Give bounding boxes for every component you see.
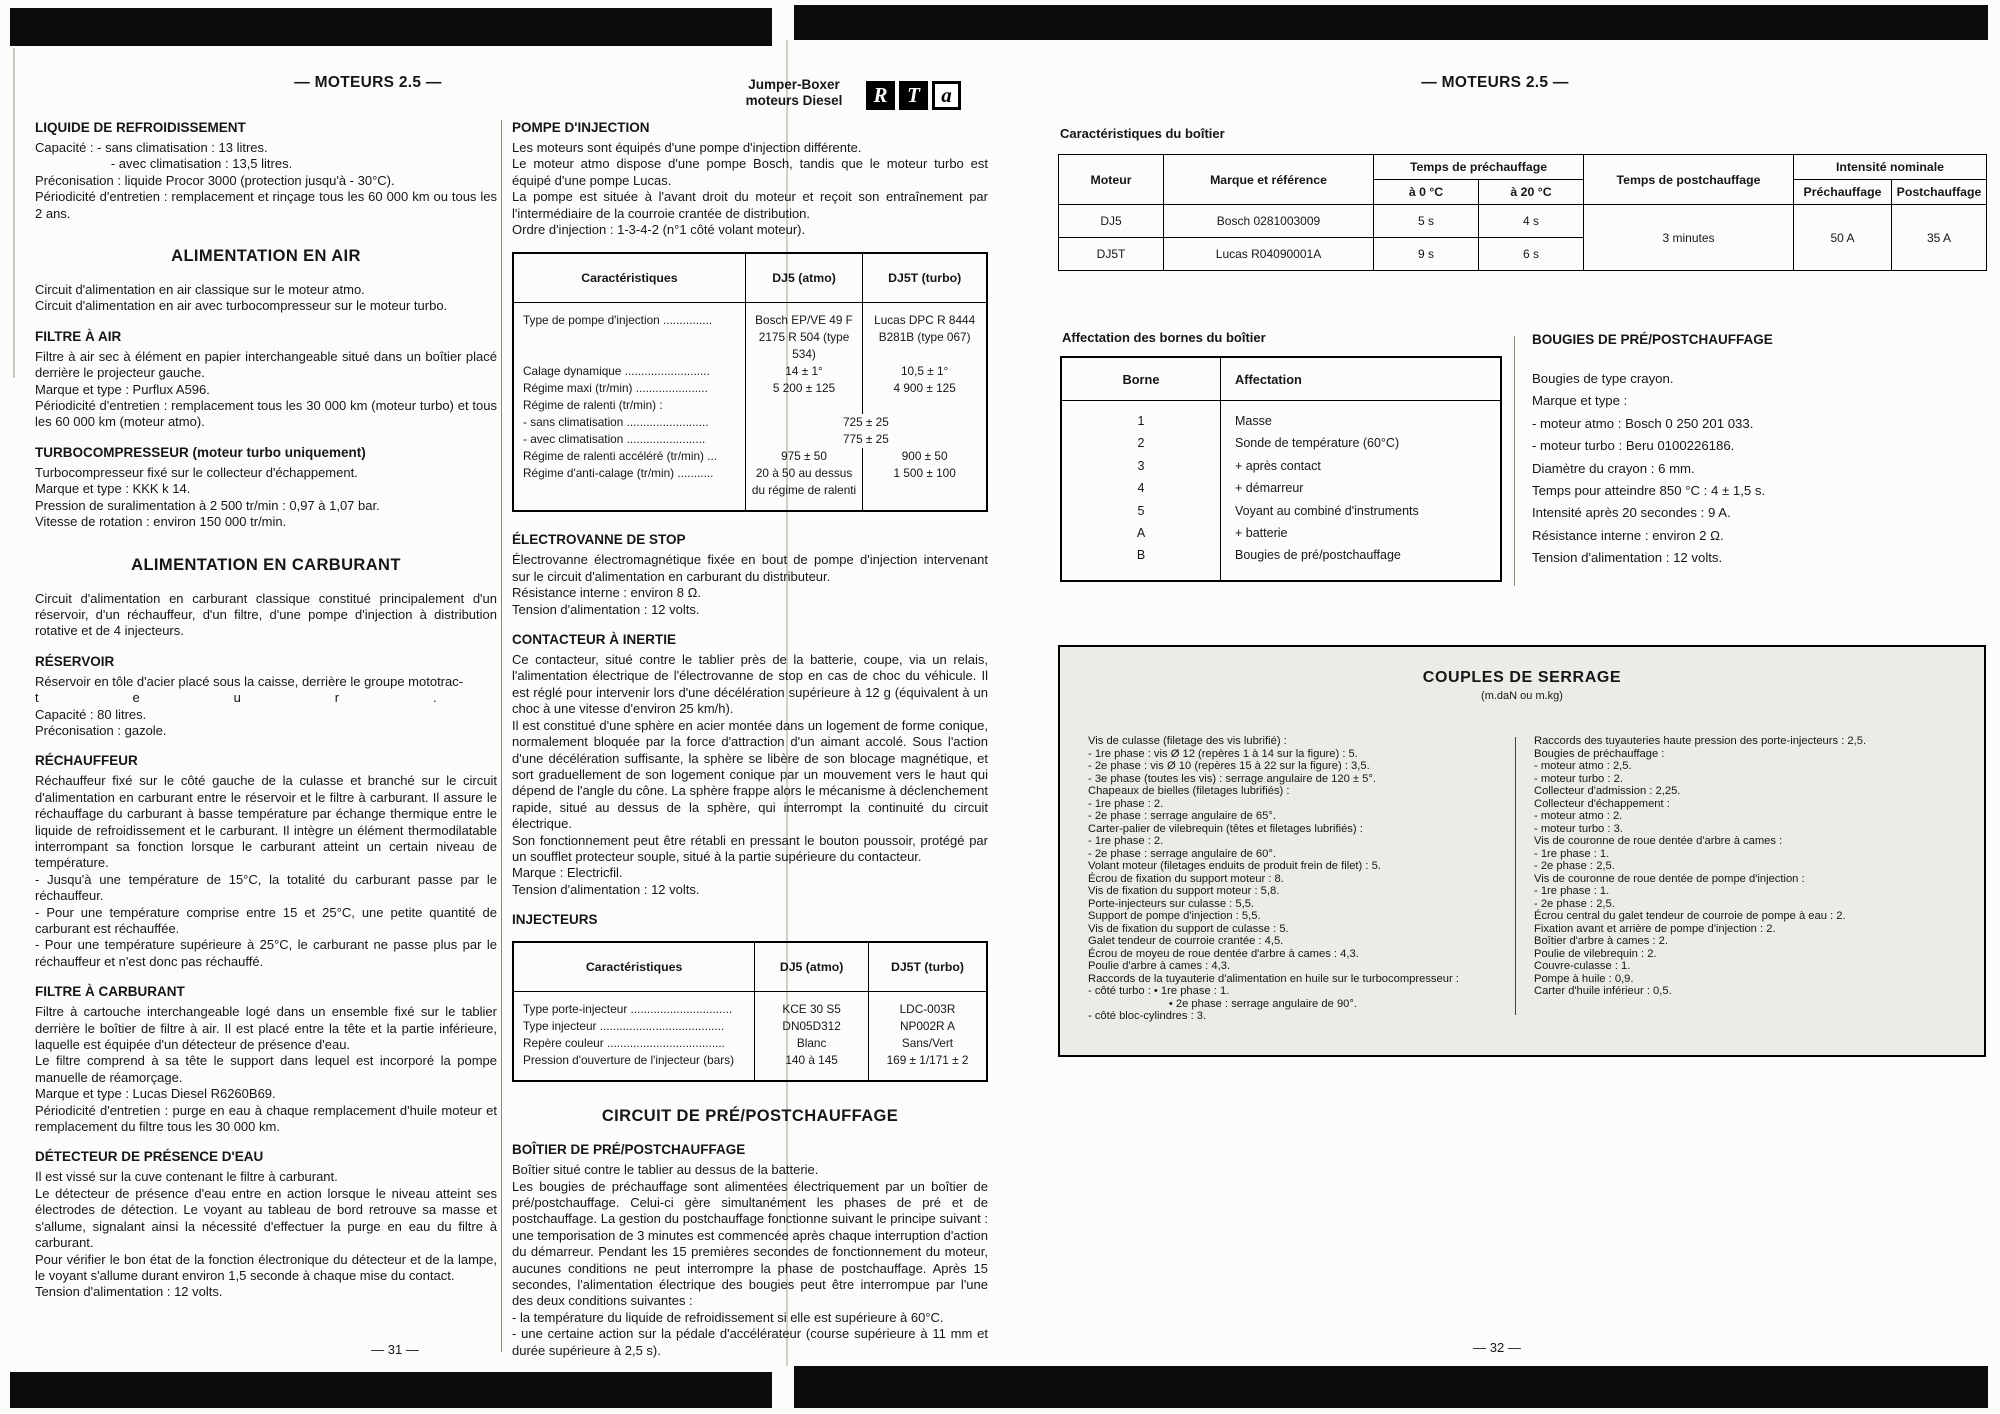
text-line: Chapeaux de bielles (filetages lubrifiés) : (1088, 785, 1290, 797)
couples-column-divider (1515, 737, 1516, 1015)
text-line: - Pour une température supérieure à 25°C, le carburant ne passe plus par le réchauffeur et n'est donc pas réchauffé. (35, 937, 501, 969)
text-line: Raccords des tuyauteries haute pression des porte-injecteurs : 2,5. (1534, 735, 1867, 747)
text-line: Périodicité d'entretien : remplacement et rinçage tous les 60 000 km ou tous les 2 ans. (35, 189, 501, 221)
text-line: Support de pompe d'injection : 5,5. (1088, 910, 1261, 922)
text-line: 4 (1137, 481, 1145, 496)
bougies-heading: BOUGIES DE PRÉ/POSTCHAUFFAGE (1532, 332, 1773, 347)
text-line: Sonde de température (60°C) (1235, 436, 1400, 451)
text-line: Filtre à cartouche interchangeable logé dans un ensemble fixé sur le tablier derrière le boîtier de filtre à air. Il est placé entre la tête et la partie inférieure, laquelle est équipée d'un détecteur de présence d'eau. (35, 1004, 501, 1053)
text-line: Résistance interne : environ 8 Ω. (512, 585, 701, 601)
table-header-row: Borne Affectation (1062, 358, 1500, 401)
text-line: - 2e phase : vis Ø 10 (repères 15 à 22 sur la figure) : 3,5. (1088, 760, 1370, 772)
text-line: Marque et type : KKK k 14. (35, 481, 191, 497)
text-line: - 2e phase : serrage angulaire de 60°. (1088, 847, 1276, 860)
p31-left-column (35, 120, 501, 1301)
text-line: Il est constitué d'une sphère en acier montée dans un logement de forme conique, normalement bloquée par la force d'attraction d'un aimant accolé. Sous l'action d'une décélération suffisante, la sphère se libère de son blocage magnétique, et sort graduellement de son logement conique par un mouvement vers le haut qui dépend de l'angle du cône. La sphère frappe alors le mécanisme à déclenchement rapide, situé au dessus de la sphère, qui interrompt la continuité du circuit électrique. (512, 717, 992, 832)
table-header: Caractéristiques (513, 253, 745, 303)
text-line: - 1re phase : vis Ø 12 (repères 1 à 14 sur la figure) : 5. (1088, 747, 1358, 760)
text-line: Marque : Electricfil. (512, 865, 623, 881)
text-line: Pompe à huile : 0,9. (1534, 972, 1634, 985)
text-line: Préconisation : liquide Procor 3000 (protection jusqu'à - 30°C). (35, 172, 395, 188)
text-line: Vis de fixation du support de culasse : 5. (1088, 922, 1289, 935)
chapter-heading: ALIMENTATION EN AIR (171, 247, 361, 266)
table-row: Pression d'ouverture de l'injecteur (bars) 140 à 145 169 ± 1/171 ± 2 (513, 1052, 987, 1081)
text-line: - Jusqu'à une température de 15°C, la totalité du carburant passe par le réchauffeur. (35, 871, 501, 904)
table-row: DJ5 Bosch 0281003009 5 s 4 s 3 minutes 50 A 35 A (1059, 205, 1987, 238)
text-line: Ordre d'injection : 1-3-4-2 (n°1 côté volant moteur). (512, 222, 806, 238)
text-line: Circuit d'alimentation en air avec turbocompresseur sur le moteur turbo. (35, 298, 448, 314)
text-line: - moteur atmo : Bosch 0 250 201 033. (1532, 415, 1754, 431)
brand-line-2: moteurs Diesel (745, 93, 843, 108)
section-heading: CONTACTEUR À INERTIE (512, 632, 676, 648)
brand-block (733, 77, 855, 109)
bougies-section (1532, 368, 1962, 570)
brand-line-1: Jumper-Boxer (748, 77, 840, 92)
section-body (35, 1004, 501, 1135)
section-body (35, 773, 501, 970)
rta-logo-letter-r: R (866, 81, 895, 110)
text-line: - moteur turbo : 3. (1534, 822, 1623, 835)
text-line: Vis de couronne de roue dentée d'arbre à cames : (1534, 835, 1783, 847)
text-line: Réservoir en tôle d'acier placé sous la caisse, derrière le groupe mototrac- (35, 673, 464, 689)
couples-right-column (1534, 735, 1966, 998)
text-line: Ce contacteur, situé contre le tablier près de la batterie, coupe, via un relais, l'alimentation électrique de l'électrovanne de stop en cas de choc du véhicule. Il est réglé pour intervenir lors d'une décélération supérieure à 12 g (équivalent à un choc à une vitesse d'environ 25 km/h). (512, 652, 992, 717)
text-line: Vis de couronne de roue dentée de pompe d'injection : (1534, 872, 1805, 885)
text-line: Le détecteur de présence d'eau entre en action lorsque le niveau atteint ses électrodes de détection. Le voyant au tableau de bord retrouve sa masse et s'allume, signalant ainsi la nécessité d'effectuer la purge en eau du filtre à carburant. (35, 1185, 501, 1251)
column-divider-p32 (1514, 336, 1515, 586)
section-heading: LIQUIDE DE REFROIDISSEMENT (35, 120, 246, 135)
text-line: Poulie d'arbre à cames : 4,3. (1088, 960, 1231, 972)
text-line: + batterie (1235, 526, 1288, 541)
text-line: • 2e phase : serrage angulaire de 90°. (1088, 997, 1357, 1010)
text-line: Pour vérifier le bon état de la fonction électronique du détecteur et de la lampe, le voyant s'allume durant environ 1,5 seconde à chaque mise du contact. (35, 1251, 501, 1283)
text-line: Fixation avant et arrière de pompe d'injection : 2. (1534, 922, 1776, 935)
text-line: - 1re phase : 1. (1534, 885, 1610, 897)
text-line: Temps pour atteindre 850 °C : 4 ± 1,5 s. (1532, 483, 1766, 499)
text-line: Capacité : - sans climatisation : 13 litres. (35, 140, 268, 155)
text-line: 2 (1137, 436, 1145, 451)
chapter-heading: ALIMENTATION EN CARBURANT (131, 555, 401, 574)
text-line: Le moteur atmo dispose d'une pompe Bosch, tandis que le moteur turbo est équipé d'une pompe Lucas. (512, 156, 992, 188)
table-row: Repère couleur .................................... Blanc Sans/Vert (513, 1035, 987, 1052)
text-line: Boîtier d'arbre à cames : 2. (1534, 935, 1668, 947)
text-line: Bougies de préchauffage : (1534, 747, 1665, 760)
column-divider-p31 (501, 120, 502, 1352)
text-line: Capacité : 80 litres. (35, 706, 147, 722)
table-row: Type porte-injecteur ............................... KCE 30 S5 LDC-003R (513, 992, 987, 1019)
text-line: Électrovanne électromagnétique fixée en bout de pompe d'injection intervenant sur le circuit d'alimentation en carburant du distributeur. (512, 552, 992, 584)
table-header: DJ5 (atmo) (755, 942, 869, 992)
couples-title: COUPLES DE SERRAGE (1422, 669, 1622, 686)
text-line: Bougies de pré/postchauffage (1235, 548, 1401, 563)
section-heading: RÉSERVOIR (35, 653, 115, 669)
text-line: Carter-palier de vilebrequin (têtes et filetages lubrifiés) : (1088, 822, 1363, 835)
p31-right-column (512, 120, 992, 1359)
table-row: Régime d'anti-calage (tr/min) ........... 20 à 50 au dessus 1 500 ± 100 (513, 465, 987, 482)
table-row: Régime de ralenti accéléré (tr/min) ... 975 ± 50 900 ± 50 (513, 448, 987, 465)
text-line: Raccords de la tuyauterie d'alimentation en huile sur le turbocompresseur : (1088, 972, 1459, 985)
section-body (512, 1162, 992, 1359)
borne-numbers (1062, 401, 1220, 580)
section-heading: FILTRE À AIR (35, 328, 122, 344)
top-bar-right-page (794, 5, 1988, 40)
text-line: - moteur turbo : Beru 0100226186. (1532, 438, 1735, 454)
text-line: Résistance interne : environ 2 Ω. (1532, 527, 1724, 543)
text-line: 1 (1137, 414, 1145, 428)
text-line: Réchauffeur fixé sur le côté gauche de la culasse et branché sur le circuit d'alimentation en carburant entre le réservoir et le filtre à carburant. Il assure le réchauffage du carburant à basse température par échange thermique entre le liquide de refroidissement et le carburant. Il intègre un élément thermodilatable interrompant sa fonction lorsque le carburant atteint un certain niveau de température. (35, 773, 501, 871)
text-line: - 2e phase : 2,5. (1534, 860, 1615, 872)
text-line: - moteur turbo : 2. (1534, 772, 1623, 785)
section-body (35, 1169, 501, 1300)
boitier-table (1058, 154, 1987, 271)
text-line: + après contact (1235, 458, 1321, 473)
table-row: du régime de ralenti (513, 482, 987, 511)
bottom-bar-right-page (794, 1366, 1988, 1408)
text-line: - une certaine action sur la pédale d'accélérateur (course supérieure à 11 mm et durée supérieure à 2,5 s). (512, 1326, 992, 1358)
text-line: Les moteurs sont équipés d'une pompe d'injection différente. (512, 140, 862, 155)
boitier-heading: Caractéristiques du boîtier (1060, 126, 1225, 141)
text-line: Écrou central du galet tendeur de courroie de pompe à eau : 2. (1534, 910, 1846, 922)
text-line: Masse (1235, 414, 1272, 428)
table-header-row: Moteur Marque et référence Temps de préchauffage Temps de postchauffage Intensité nominale (1059, 155, 1987, 180)
text-line: Tension d'alimentation : 12 volts. (1532, 550, 1723, 566)
text-line: - 3e phase (toutes les vis) : serrage angulaire de 120 ± 5°. (1088, 772, 1376, 785)
section-body (35, 348, 501, 431)
text-line: - Pour une température comprise entre 15 et 25°C, une petite quantité de carburant est réchauffée. (35, 904, 501, 936)
section-body (35, 465, 497, 531)
text-line: Préconisation : gazole. (35, 722, 167, 738)
text-line: A (1136, 526, 1146, 541)
text-line: Marque et type : (1532, 393, 1628, 409)
table-row: Régime maxi (tr/min) ...................... 5 200 ± 125 4 900 ± 125 (513, 380, 987, 397)
borne-affectations (1220, 401, 1500, 580)
table-header: DJ5T (turbo) (868, 942, 987, 992)
table-header: DJ5 (atmo) (745, 253, 863, 303)
text-line: 3 (1137, 458, 1145, 473)
text-line: Le filtre comprend à sa tête le support dans lequel est incorporé la pompe manuelle de réamorçage. (35, 1053, 501, 1085)
section-heading: BOÎTIER DE PRÉ/POSTCHAUFFAGE (512, 1142, 746, 1158)
section-body (35, 590, 501, 640)
table-row: Calage dynamique .......................... 14 ± 1° 10,5 ± 1° (513, 363, 987, 380)
text-line: Bougies de type crayon. (1532, 371, 1674, 386)
text-line: Périodicité d'entretien : purge en eau à chaque remplacement d'huile moteur et remplacement du filtre tous les 30 000 km. (35, 1102, 501, 1135)
table-row: DJ5T Lucas R04090001A 9 s 6 s (1059, 238, 1987, 271)
text-line: Boîtier situé contre le tablier au dessus de la batterie. (512, 1162, 819, 1178)
page-32-title: — MOTEURS 2.5 — (1421, 74, 1569, 91)
section-heading: INJECTEURS (512, 912, 598, 928)
text-line: Intensité après 20 secondes : 9 A. (1532, 505, 1731, 521)
text-line: Couvre-culasse : 1. (1534, 960, 1631, 972)
section-heading: FILTRE À CARBURANT (35, 984, 185, 1000)
text-line: B (1136, 548, 1146, 563)
text-line: - 1re phase : 1. (1534, 847, 1610, 860)
section-heading: ÉLECTROVANNE DE STOP (512, 532, 686, 548)
top-bar-left-page (10, 8, 772, 46)
text-line: t e u r . (35, 690, 437, 706)
text-line: Écrou de fixation du support moteur : 8. (1088, 872, 1284, 885)
text-line: - moteur atmo : 2,5. (1534, 760, 1632, 772)
couples-de-serrage-box (1058, 645, 1986, 1057)
section-heading: POMPE D'INJECTION (512, 120, 650, 135)
section-body (35, 282, 497, 315)
section-heading: TURBOCOMPRESSEUR (moteur turbo uniquement) (35, 444, 366, 460)
text-line: - 1re phase : 2. (1088, 797, 1164, 810)
text-line: Vis de fixation du support moteur : 5,8. (1088, 885, 1280, 897)
text-line: - moteur atmo : 2. (1534, 810, 1623, 822)
text-line: Volant moteur (filetages enduits de produit frein de filet) : 5. (1088, 860, 1381, 872)
text-line: - avec climatisation : 13,5 litres. (35, 156, 293, 172)
page-31-title: — MOTEURS 2.5 — (294, 74, 442, 91)
text-line: Marque et type : Lucas Diesel R6260B69. (35, 1086, 276, 1102)
text-line: Périodicité d'entretien : remplacement tous les 30 000 km (moteur turbo) et tous les 60 000 km (moteur atmo). (35, 398, 501, 430)
text-line: Circuit d'alimentation en carburant classique constitué principalement d'un réservoir, d'un réchauffeur, d'un filtre, d'une pompe d'injection à distribution rotative et de 4 injecteurs. (35, 590, 501, 639)
text-line: - 2e phase : serrage angulaire de 65°. (1088, 810, 1276, 822)
text-line: Tension d'alimentation : 12 volts. (512, 601, 700, 617)
section-body (512, 552, 992, 618)
couples-left-column (1088, 735, 1496, 1023)
text-line: Pression de suralimentation à 2 500 tr/min : 0,97 à 1,07 bar. (35, 497, 380, 513)
text-line: La pompe est située à l'avant droit du moteur et reçoit son entraînement par l'intermédiaire de la courroie crantée de distribution. (512, 189, 992, 221)
text-line: Porte-injecteurs sur culasse : 5,5. (1088, 897, 1255, 910)
text-line: Écrou de moyeu de roue dentée d'arbre à cames : 4,3. (1088, 947, 1359, 960)
table-row: Type injecteur ...................................... DN05D312 NP002R A (513, 1018, 987, 1035)
rta-logo (866, 81, 961, 110)
text-line: Diamètre du crayon : 6 mm. (1532, 460, 1695, 476)
text-line: - 1re phase : 2. (1088, 835, 1164, 847)
text-line: + démarreur (1235, 481, 1304, 496)
text-line: - côté turbo : • 1re phase : 1. (1088, 985, 1230, 997)
text-line: Poulie de vilebrequin : 2. (1534, 947, 1657, 960)
table-subheader-row: à 0 °C à 20 °C Préchauffage Postchauffage (1059, 180, 1987, 205)
text-line: Filtre à air sec à élément en papier interchangeable situé dans un boîtier placé derrière le projecteur gauche. (35, 348, 501, 381)
table-header: Caractéristiques (513, 942, 755, 992)
bottom-bar-left-page (10, 1372, 772, 1408)
text-line: - côté bloc-cylindres : 3. (1088, 1010, 1207, 1022)
section-body (512, 652, 992, 898)
text-line: Collecteur d'admission : 2,25. (1534, 785, 1681, 797)
text-line: Il est vissé sur la cuve contenant le filtre à carburant. (35, 1169, 338, 1185)
text-line: 5 (1137, 503, 1145, 518)
section-body (512, 140, 992, 238)
text-line: Son fonctionnement peut être rétabli en pressant le bouton poussoir, protégé par un soufflet protecteur souple, situé à la partie supérieure du contacteur. (512, 832, 992, 864)
table-row: 2175 R 504 (type 534) B281B (type 067) (513, 329, 987, 363)
text-line: Circuit d'alimentation en air classique sur le moteur atmo. (35, 282, 365, 298)
text-line: Vis de culasse (filetage des vis lubrifié) : (1088, 735, 1287, 747)
table-header: DJ5T (turbo) (863, 253, 987, 303)
table-row: - avec climatisation ........................ 775 ± 25 (513, 431, 987, 448)
page-number-32: — 32 — (1473, 1340, 1521, 1355)
section-body (35, 674, 497, 740)
text-line: Carter d'huile inférieur : 0,5. (1534, 985, 1672, 997)
page-number-31: — 31 — (371, 1342, 419, 1357)
text-line: Marque et type : Purflux A596. (35, 381, 210, 397)
section-heading: RÉCHAUFFEUR (35, 753, 138, 769)
text-line: - 2e phase : 2,5. (1534, 897, 1615, 910)
chapter-heading: CIRCUIT DE PRÉ/POSTCHAUFFAGE (601, 1107, 899, 1126)
injectors-table (512, 941, 988, 1082)
section-body (35, 140, 501, 222)
section-heading: DÉTECTEUR DE PRÉSENCE D'EAU (35, 1149, 264, 1165)
injection-pump-table (512, 252, 988, 512)
table-row: Type de pompe d'injection ............... Bosch EP/VE 49 F Lucas DPC R 8444 (513, 303, 987, 330)
text-line: Collecteur d'échappement : (1534, 797, 1670, 810)
rta-logo-letter-a: a (932, 81, 961, 110)
text-line: Vitesse de rotation : environ 150 000 tr/min. (35, 514, 287, 530)
text-line: Turbocompresseur fixé sur le collecteur d'échappement. (35, 464, 358, 480)
bornes-heading: Affectation des bornes du boîtier (1062, 330, 1266, 345)
text-line: Tension d'alimentation : 12 volts. (35, 1284, 223, 1300)
table-row: Régime de ralenti (tr/min) : (513, 397, 987, 414)
text-line: Tension d'alimentation : 12 volts. (512, 881, 700, 897)
couples-subtitle: (m.daN ou m.kg) (1481, 690, 1563, 702)
text-line: - la température du liquide de refroidissement si elle est supérieure à 60°C. (512, 1309, 944, 1325)
rta-logo-letter-t: T (899, 81, 928, 110)
text-line: Galet tendeur de courroie crantée : 4,5. (1088, 935, 1284, 947)
text-line: Voyant au combiné d'instruments (1235, 503, 1419, 518)
text-line: Les bougies de préchauffage sont alimentées électriquement par un boîtier de pré/postchauffage. Celui-ci gère simultanément les phases de pré et de postchauffage. La gestion du postchauffage fonctionne suivant le principe suivant : une temporisation de 3 minutes est commencée après chaque interruption d'action du démarreur. Pendant les 15 premières secondes de fonctionnement du moteur, aucunes conditions ne peut interrompre la phase de postchauffage. Après 15 secondes, l'alimentation électrique des bougies peut être interrompue par l'une des deux conditions suivantes : (512, 1178, 992, 1309)
bornes-table (1060, 356, 1502, 582)
table-body (1062, 401, 1500, 580)
table-row: - sans climatisation ......................... 725 ± 25 (513, 414, 987, 431)
left-page-edge (13, 48, 15, 378)
